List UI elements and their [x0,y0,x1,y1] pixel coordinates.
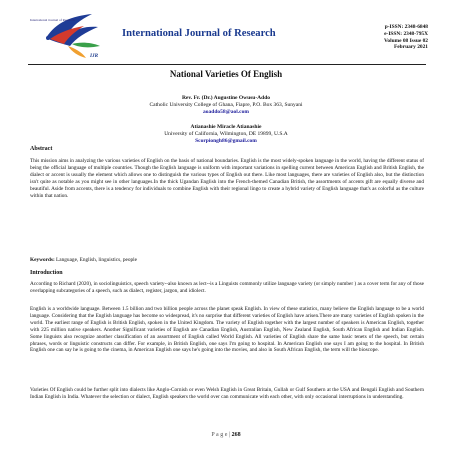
keywords-text: Language, English, linguistics, people [56,257,137,263]
page-separator: | [228,432,231,438]
issn-block [384,24,428,51]
intro-paragraph-1: According to Richard (2020), in sociolinguistics, speech variety--also known as lect--is a Linguists commonly utilize language variety (or simply number ) as a cover term for any of those overlapping subcategories of a speech, such as dialect, register, jargon, and idiolect. [30,281,424,294]
author-email[interactable]: aoaddo58@aol.com [203,109,249,115]
abstract-heading: Abstract [30,146,53,152]
abstract-text: This mission aims in analyzing the various varieties of English on the basis of national boundaries. English is the most widely-spoken language in the world, having the different status of being the official language of multiple countries. Though the English language is uniform with important variations in spelling current between American English and British English, the dialect or accent is usually the element which allows one to distinguish the various types of English out there. Like most languages, there are varieties of English also, but the distinction isn't quite as notable as you might see in other languages.In the thick Ugandan English into the French-themed Canadian British, the assortments of accents gift are equally diverse and beautiful. Aside from accents, there is a tendency for individuals to combine English with their regional lingo to create a hybrid variety of English language that's as colorful as the culture within that nation. [30,158,424,199]
intro-paragraph-2: English is a worldwide language. Between 1.5 billion and two billion people across the planet speak English. In view of these statistics, many believe the English language to be a world language. Considering that the English language has become so widespread, it's no surprise that different varieties of English have arisen.There are many varieties of English spoken in the world. The earliest range of English is British English, spoken in the United Kingdom. The variety of English together with the largest number of speakers is American English, together with 225 million native speakers. Another Significant varieties of English are Canadian English, Australian English, New Zealand English, South African English and Indian English. Some linguists also recognize another classification of an assortment of English called World English. All varieties of English share the same basic tenets of the speech, but certain phrases, words or linguistic constructs can differ. For example, in British English, one says I'm going to hospital. In American English one says I am going to the hospital. In British English one can say he is going to the cinema, in American English one says he's going into the movies, and also in South African English, the term will the bioscope. [30,306,424,354]
issn-print: p-ISSN: 2348-6848 [384,24,428,30]
volume-issue: Volume 08 Issue 02 [384,37,428,44]
logo-caption: International Journal of Research [30,18,76,22]
page-footer [0,432,452,438]
issue-date: February 2021 [394,44,428,51]
journal-header [28,8,428,66]
issn-electronic: e-ISSN: 2348-795X [384,30,428,37]
logo-mark: IJR [90,53,99,59]
keywords-label: Keywords: [30,257,55,263]
author-affiliation: Catholic University College of Ghana, Fiapre, P.O. Box 363, Sunyani [149,102,303,108]
author-block-2 [0,124,452,145]
page-word: P a g e [211,432,228,438]
bird-logo-icon [28,8,114,64]
author-affiliation: University of California, Wilmington, DE 19899, U.S.A [164,131,288,137]
author-name: Rev. Fr. (Dr.) Augustine Owusu-Addo [181,95,271,101]
journal-title: International Journal of Research [122,28,276,39]
author-name: Atianashie Miracle Atianashie [190,124,262,130]
header-divider [28,64,426,65]
author-block-1 [0,95,452,116]
author-email[interactable]: Scorpiongh86@gmail.com [195,138,257,144]
page-number: 268 [231,432,241,438]
keywords-line [30,257,137,263]
paper-title: National Varieties Of English [169,69,283,79]
introduction-heading: Introduction [30,270,63,276]
intro-paragraph-3: Varieties Of English could be further split into dialects like Anglo-Cornish or even Welsh English in Great Britain, Gullah or Gulf Southern at the USA and Bengali English and Southern Indian English in India. Whatever the selection or dialect, English speakers the world over can communicate with each other, with only occasional interruptions in understanding. [30,387,424,400]
journal-logo [28,8,114,64]
